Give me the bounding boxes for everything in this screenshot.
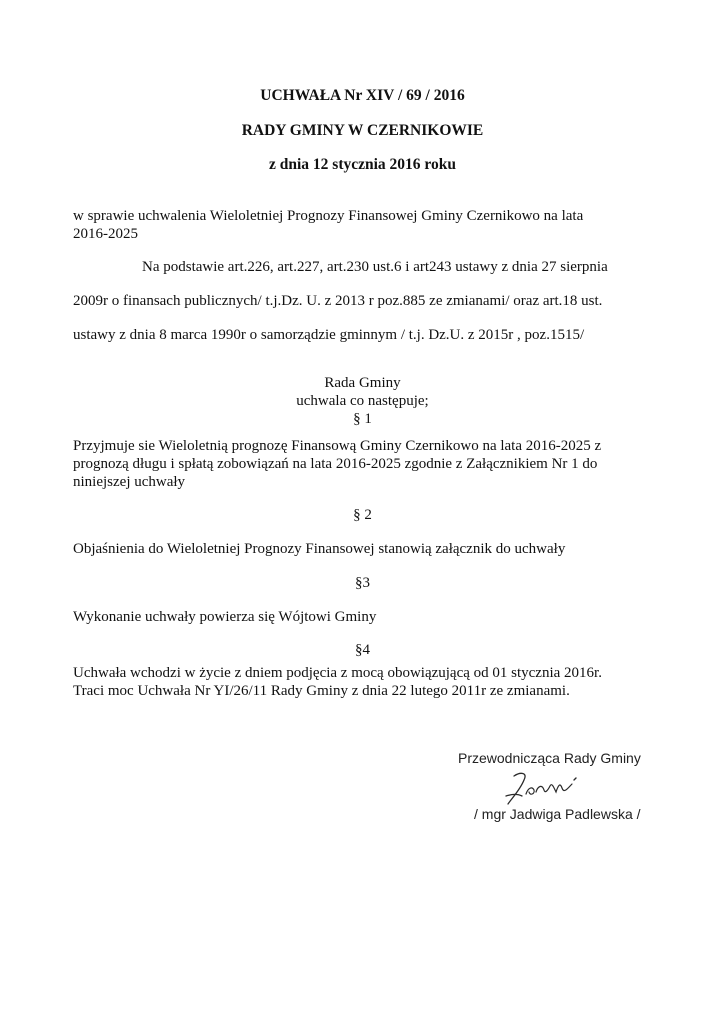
section-1-line-1: Przyjmuje sie Wieloletnią prognozę Finansową Gminy Czernikowo na lata 2016-2025 z xyxy=(73,438,602,454)
subject-line-1: w sprawie uchwalenia Wieloletniej Prognozy Finansowej Gminy Czernikowo na lata xyxy=(73,208,584,224)
section-2-heading: § 2 xyxy=(353,507,372,523)
section-2-line-1: Objaśnienia do Wieloletniej Prognozy Finansowej stanowią załącznik do uchwały xyxy=(73,541,566,557)
signatory-role: Przewodnicząca Rady Gminy xyxy=(458,750,641,766)
basis-line-3: ustawy z dnia 8 marca 1990r o samorządzie gminnym / t.j. Dz.U. z 2015r , poz.1515/ xyxy=(73,327,585,343)
resolution-body: Rada Gminy xyxy=(324,375,401,391)
section-3-line-1: Wykonanie uchwały powierza się Wójtowi Gminy xyxy=(73,609,377,625)
document-title: UCHWAŁA Nr XIV / 69 / 2016 xyxy=(260,87,465,104)
signature-block xyxy=(440,748,680,828)
section-4-line-1: Uchwała wchodzi w życie z dniem podjęcia z mocą obowiązującą od 01 stycznia 2016r. xyxy=(73,665,602,681)
section-1-line-2: prognozą długu i spłatą zobowiązań na lata 2016-2025 zgodnie z Załącznikiem Nr 1 do xyxy=(73,456,598,472)
signatory-name: / mgr Jadwiga Padlewska / xyxy=(474,806,641,822)
basis-line-2: 2009r o finansach publicznych/ t.j.Dz. U. z 2013 r poz.885 ze zmianami/ oraz art.18 ust. xyxy=(73,293,603,309)
document-date: z dnia 12 stycznia 2016 roku xyxy=(268,156,457,173)
basis-line-1: Na podstawie art.226, art.227, art.230 ust.6 i art243 ustawy z dnia 27 sierpnia xyxy=(142,259,608,275)
section-4-heading: §4 xyxy=(355,642,370,658)
council-name: RADY GMINY W CZERNIKOWIE xyxy=(241,122,484,139)
section-3-heading: §3 xyxy=(355,575,370,591)
section-1-heading: § 1 xyxy=(353,411,372,427)
section-4-line-2: Traci moc Uchwała Nr YI/26/11 Rady Gminy z dnia 22 lutego 2011r ze zmianami. xyxy=(73,683,570,699)
subject-line-2: 2016-2025 xyxy=(73,226,138,242)
resolution-statement: uchwala co następuje; xyxy=(296,393,429,409)
handwritten-signature xyxy=(502,768,592,808)
section-1-line-3: niniejszej uchwały xyxy=(73,474,186,490)
